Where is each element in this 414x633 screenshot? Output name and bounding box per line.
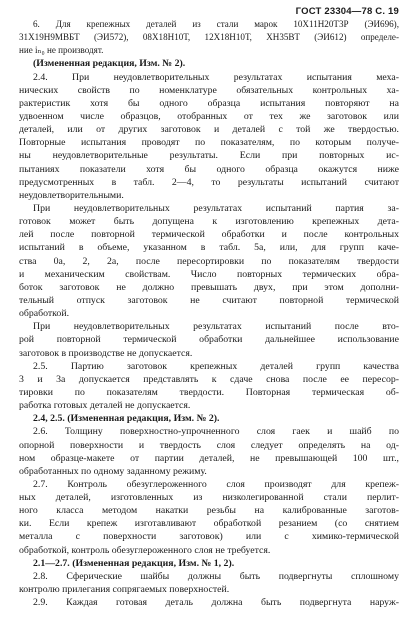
text-line: заготовок в производстве не допускается. [19, 347, 193, 359]
text-line: обработкой, контроль обезуглероженного слоя не требуется. [19, 544, 271, 556]
text-line: 3 и 3а допускается представлять к сдаче снова после ее пересор- [19, 373, 399, 385]
text-line: предусмотренных в табл. 2—4, то результаты испытаний считают [19, 176, 399, 188]
text-line: 2.4. При неудовлетворительных результатах испытания меха- [33, 71, 399, 83]
text-line: ны неудовлетворительные результаты. Если при повторных ис- [19, 150, 399, 162]
text-line: тировки по показателям твердости. Повторная термическая об- [19, 386, 399, 398]
text-line: и механическим свойствам. Число повторных термических обра- [19, 268, 399, 280]
text-line: контролю прилегания сопрягаемых поверхностей. [19, 584, 230, 596]
text-line: ного класса методом накатки резьбы на калиброванные заготов- [19, 505, 399, 517]
text-line: При неудовлетворительных результатах испытаний после вто- [33, 321, 399, 333]
text-line: опорной поверхности и твердость слоя следует определять на од- [19, 439, 399, 451]
text-line: удвоенном числе образцов, отобранных от тех же заготовок или [19, 110, 399, 122]
text-line: рой повторной термической обработки дальнейшее использование [19, 334, 399, 346]
text-line: рактеристик хотя бы одного образца испытания повторяют на [19, 97, 399, 109]
text-line: 2.9. Каждая готовая деталь должна быть подвергнута наруж- [33, 597, 399, 609]
amendment-note: (Измененная редакция, Изм. № 2). [33, 58, 186, 70]
text-line: ки. Если крепеж изготавливают обработкой резанием (со снятием [19, 518, 399, 530]
text-line: боток заготовок не должно превышать двух, при этом дополни- [19, 281, 399, 293]
text-line: металла с поверхности заготовок) или с химико-термической [19, 531, 399, 543]
text-line: 6. Для крепежных деталей из стали марок 10Х11Н20Т3Р (ЭИ696), [33, 19, 399, 29]
text-line: ства 0а, 2, 2а, после пересортировки по показателям твердости [19, 255, 399, 267]
text-line: неудовлетворительными. [19, 189, 124, 201]
text-line: обработанных по одному заданному режиму. [19, 465, 207, 477]
text-line: 2.6. Толщину поверхностно-упрочненного слоя гаек и шайб по [33, 426, 399, 438]
text-line: готовок может быть допущена к изготовлению крепежных дета- [19, 216, 399, 228]
text-line: обработкой. [19, 308, 70, 320]
text-line: 2.7. Контроль обезуглероженного слоя производят для крепеж- [33, 478, 399, 490]
page-header: ГОСТ 23304—78 С. 19 [295, 6, 399, 17]
body-text [19, 18, 399, 609]
amendment-note: 2.1—2.7. (Измененная редакция, Изм. № 1, 2). [33, 557, 235, 569]
amendment-note: 2.4, 2.5. (Измененная редакция, Изм. № 2). [33, 413, 220, 425]
text-line: 2.8. Сферические шайбы должны быть подвергнуты сплошному [33, 570, 399, 582]
text-line: 31Х19Н9МВБТ (ЭИ572), 08Х18Н10Т, 12Х18Н10Т, ХН35ВТ (ЭИ612) определе- [19, 32, 399, 43]
text-line: Повторные испытания проводят по показателям, по которым получе- [19, 137, 399, 149]
text-line: тельный отпуск заготовок не считают повторной термической [19, 294, 399, 306]
text-line: При неудовлетворительных результатах испытаний партия за- [33, 202, 399, 214]
text-line: испытаний в объеме, указанном в табл. 5а, или, для групп каче- [19, 242, 399, 254]
text-line: 2.5. Партию заготовок крепежных деталей групп качества [33, 360, 399, 372]
text-line: деталей, или от других заготовок и деталей с той же твердостью. [19, 124, 399, 136]
text-line: ние iₙ₀ не производят. [19, 45, 104, 56]
text-line: работка готовых деталей не допускается. [19, 400, 191, 412]
text-line: ных деталей, изготовленных из низколегированной стали перлит- [19, 492, 399, 504]
text-line: нических свойств по номенклатуре обязательных контрольных ха- [19, 84, 399, 96]
text-line: ном образце-макете от партии деталей, не превышающей 100 шт., [19, 452, 399, 464]
text-line: лей после повторной термической обработки и после контрольных [19, 229, 399, 241]
text-line: пытаниях показатели хотя бы одного образца окажутся ниже [19, 163, 399, 175]
